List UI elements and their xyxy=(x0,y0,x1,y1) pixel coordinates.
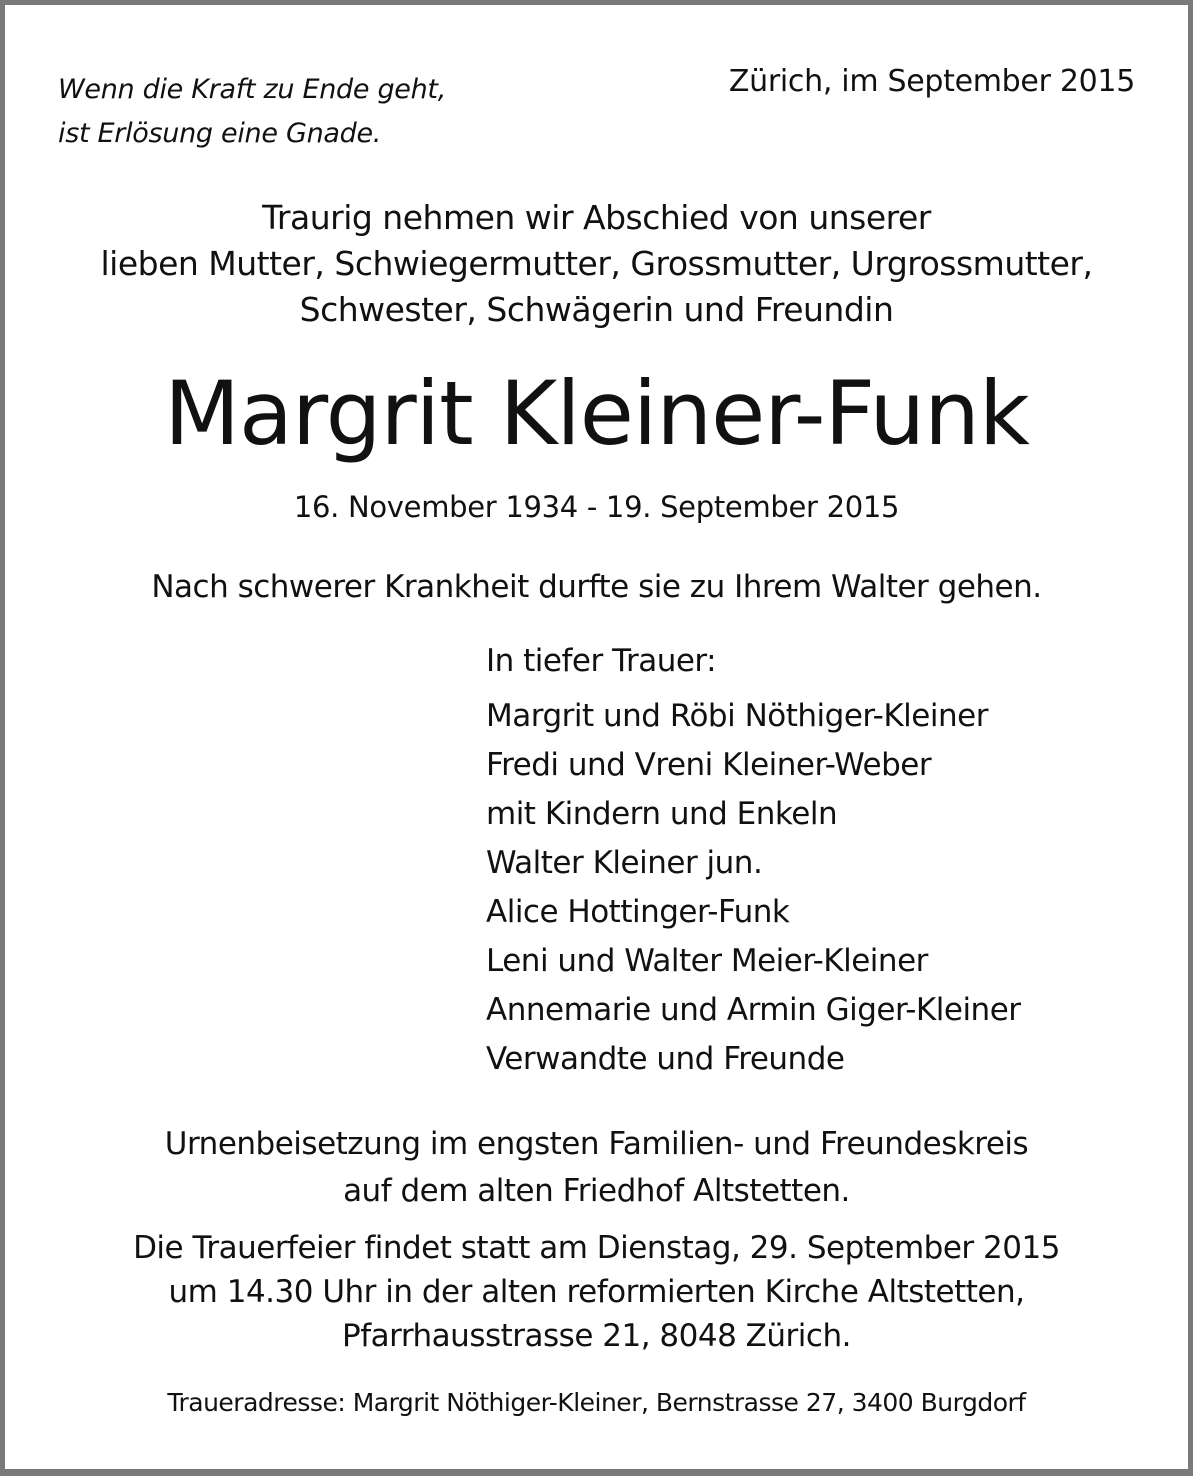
intro-line: Schwester, Schwägerin und Freundin xyxy=(299,290,894,329)
deceased-name: Margrit Kleiner-Funk xyxy=(164,362,1029,465)
motto-quote xyxy=(58,68,446,156)
burial-line: Urnenbeisetzung im engsten Familien- und Freundeskreis xyxy=(164,1126,1029,1162)
mourning-address: Traueradresse: Margrit Nöthiger-Kleiner, Bernstrasse 27, 3400 Burgdorf xyxy=(167,1388,1026,1417)
motto-line: ist Erlösung eine Gnade. xyxy=(58,118,382,149)
mourner-entry: Leni und Walter Meier-Kleiner xyxy=(486,943,928,979)
ceremony-line: Die Trauerfeier findet statt am Dienstag, 29. September 2015 xyxy=(133,1230,1060,1266)
burial-line: auf dem alten Friedhof Altstetten. xyxy=(343,1173,850,1209)
mourner-entry: Fredi und Vreni Kleiner-Weber xyxy=(486,747,932,783)
burial-info xyxy=(0,1121,1193,1215)
mourner-entry: Walter Kleiner jun. xyxy=(486,845,763,881)
mourner-entry: Margrit und Röbi Nöthiger-Kleiner xyxy=(486,698,988,734)
mourners-title: In tiefer Trauer: xyxy=(486,643,717,679)
place-and-date: Zürich, im September 2015 xyxy=(728,64,1135,99)
ceremony-line: Pfarrhausstrasse 21, 8048 Zürich. xyxy=(342,1318,851,1354)
intro-line: Traurig nehmen wir Abschied von unserer xyxy=(262,198,931,237)
life-dates: 16. November 1934 - 19. September 2015 xyxy=(293,490,900,524)
motto-line: Wenn die Kraft zu Ende geht, xyxy=(58,74,446,105)
farewell-message: Nach schwerer Krankheit durfte sie zu Ihrem Walter gehen. xyxy=(151,569,1042,605)
mourner-entry: Verwandte und Freunde xyxy=(486,1041,845,1077)
intro-text xyxy=(0,195,1193,333)
ceremony-info xyxy=(0,1226,1193,1358)
mourner-entry: Annemarie und Armin Giger-Kleiner xyxy=(486,992,1021,1028)
mourner-entry: mit Kindern und Enkeln xyxy=(486,796,838,832)
mourners-list xyxy=(486,692,1021,1084)
ceremony-line: um 14.30 Uhr in der alten reformierten Kirche Altstetten, xyxy=(168,1274,1025,1310)
mourner-entry: Alice Hottinger-Funk xyxy=(486,894,790,930)
intro-line: lieben Mutter, Schwiegermutter, Grossmutter, Urgrossmutter, xyxy=(100,244,1093,283)
